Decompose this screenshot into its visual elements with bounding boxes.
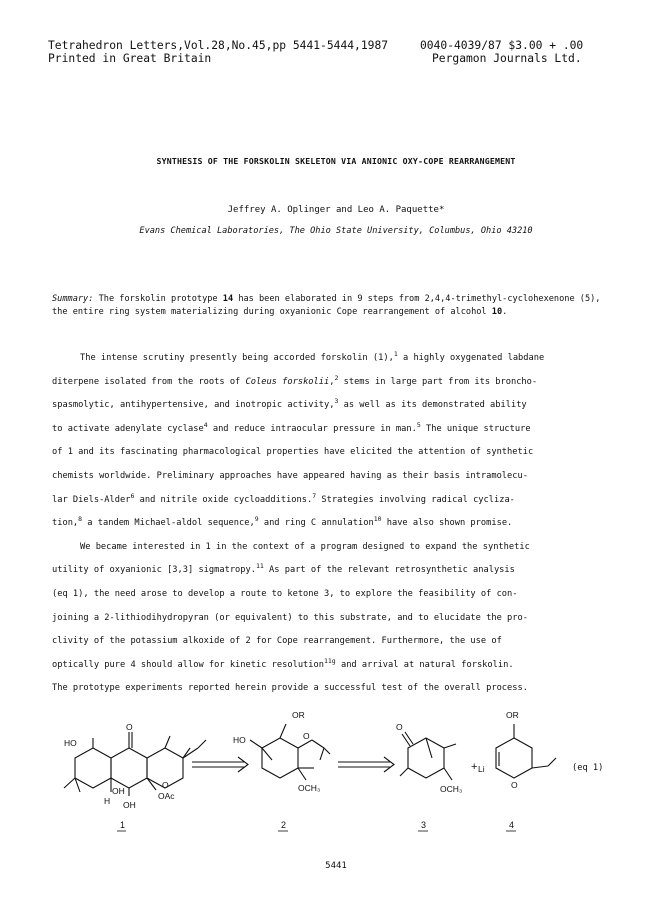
atom-label: OCH₃: [440, 784, 463, 794]
structure-4-dihydropyran: [478, 710, 556, 790]
printed-location: Printed in Great Britain: [48, 52, 212, 65]
paper-title: SYNTHESIS OF THE FORSKOLIN SKELETON VIA ANIONIC OXY-COPE REARRANGEMENT: [156, 156, 516, 166]
authors: Jeffrey A. Oplinger and Leo A. Paquette*: [227, 205, 445, 215]
issn-price: 0040-4039/87 $3.00 + .00: [420, 39, 584, 52]
atom-label: O: [126, 722, 133, 732]
body-line: (eq 1), the need arose to develop a route to ketone 3, to explore the feasibility of con-: [52, 588, 518, 599]
atom-label: OR: [292, 710, 305, 720]
compound-label-4: 4: [509, 820, 515, 830]
body-line: clivity of the potassium alkoxide of 2 for Cope rearrangement. Furthermore, the use of: [52, 636, 502, 647]
atom-label: HO: [64, 738, 77, 748]
body-line: tion,$^8$ a tandem Michael-aldol sequence,$^9$ and ring C annulation$^{10}$ have also shown promise.: [52, 515, 513, 529]
body-line: We became interested in 1 in the context of a program designed to expand the synthetic: [80, 541, 530, 552]
affiliation: Evans Chemical Laboratories, The Ohio State University, Columbus, Ohio 43210: [139, 226, 533, 236]
atom-label: OAc: [158, 791, 175, 801]
structure-3: [396, 722, 462, 794]
retrosynthesis-arrow: [192, 757, 248, 772]
summary-text: The forskolin prototype: [98, 294, 223, 304]
summary-label: Summary:: [52, 294, 94, 304]
atom-label: O: [303, 731, 310, 741]
atom-label: H: [104, 796, 111, 806]
plus-sign: +: [471, 761, 478, 773]
atom-label: HO: [233, 735, 246, 745]
retrosynthesis-arrow: [338, 757, 394, 772]
body-line: The intense scrutiny presently being accorded forskolin (1),$^1$ a highly oxygenated labdane: [80, 350, 545, 363]
compound-ref: 14: [222, 294, 234, 304]
compound-ref: 10: [491, 306, 503, 317]
body-text: [52, 347, 627, 701]
atom-label: Li: [478, 764, 485, 774]
body-line: chemists worldwide. Preliminary approaches have appeared having as their basis intramolecu-: [52, 470, 528, 481]
atom-label: O: [396, 722, 403, 732]
compound-label-2: 2: [281, 820, 287, 830]
equation-label: (eq 1): [572, 763, 604, 773]
body-line: to activate adenylate cyclase$^4$ and reduce intraocular pressure in man.$^5$ The unique structure: [52, 420, 531, 434]
publisher: Pergamon Journals Ltd.: [432, 52, 582, 65]
compound-label-3: 3: [421, 820, 427, 830]
atom-label: OH: [123, 800, 136, 810]
summary-text: has been elaborated in 9 steps from 2,4,4-trimethyl-cyclohexenone (5), the entire ring system materializing during oxyanionic Cope rearrangement of alcohol: [52, 294, 601, 317]
body-line: lar Diels-Alder$^6$ and nitrile oxide cycloadditions.$^7$ Strategies involving radical cycliza-: [52, 491, 515, 505]
body-line: diterpene isolated from the roots of Coleus forskolii,$^2$ stems in large part from its broncho-: [52, 373, 538, 387]
body-line: of 1 and its fascinating pharmacological properties have elicited the attention of synthetic: [52, 447, 534, 458]
body-line: The prototype experiments reported herein provide a successful test of the overall process.: [52, 683, 528, 694]
structure-1-forskolin: [64, 722, 206, 810]
journal-citation: Tetrahedron Letters,Vol.28,No.45,pp 5441-5444,1987: [48, 39, 389, 52]
body-line: utility of oxyanionic [3,3] sigmatropy.$^{11}$ As part of the relevant retrosynthetic analysis: [52, 562, 515, 576]
summary: [52, 293, 620, 318]
atom-label: OH: [112, 786, 125, 796]
summary-text: .: [502, 306, 508, 317]
structure-2: [233, 710, 330, 793]
body-line: optically pure 4 should allow for kinetic resolution$^{11g}$ and arrival at natural forskolin.: [52, 656, 514, 670]
reaction-scheme: [0, 700, 672, 840]
compound-label-1: 1: [120, 820, 126, 830]
atom-label: OR: [506, 710, 519, 720]
body-line: spasmolytic, antihypertensive, and inotropic activity,$^3$ as well as its demonstrated ability: [52, 397, 527, 411]
atom-label: OCH₃: [298, 783, 321, 793]
body-line: joining a 2-lithiodihydropyran (or equivalent) to this substrate, and to elucidate the pro-: [52, 612, 528, 623]
atom-label: O: [162, 780, 169, 790]
atom-label: O: [511, 780, 518, 790]
page-number: 5441: [325, 861, 347, 871]
